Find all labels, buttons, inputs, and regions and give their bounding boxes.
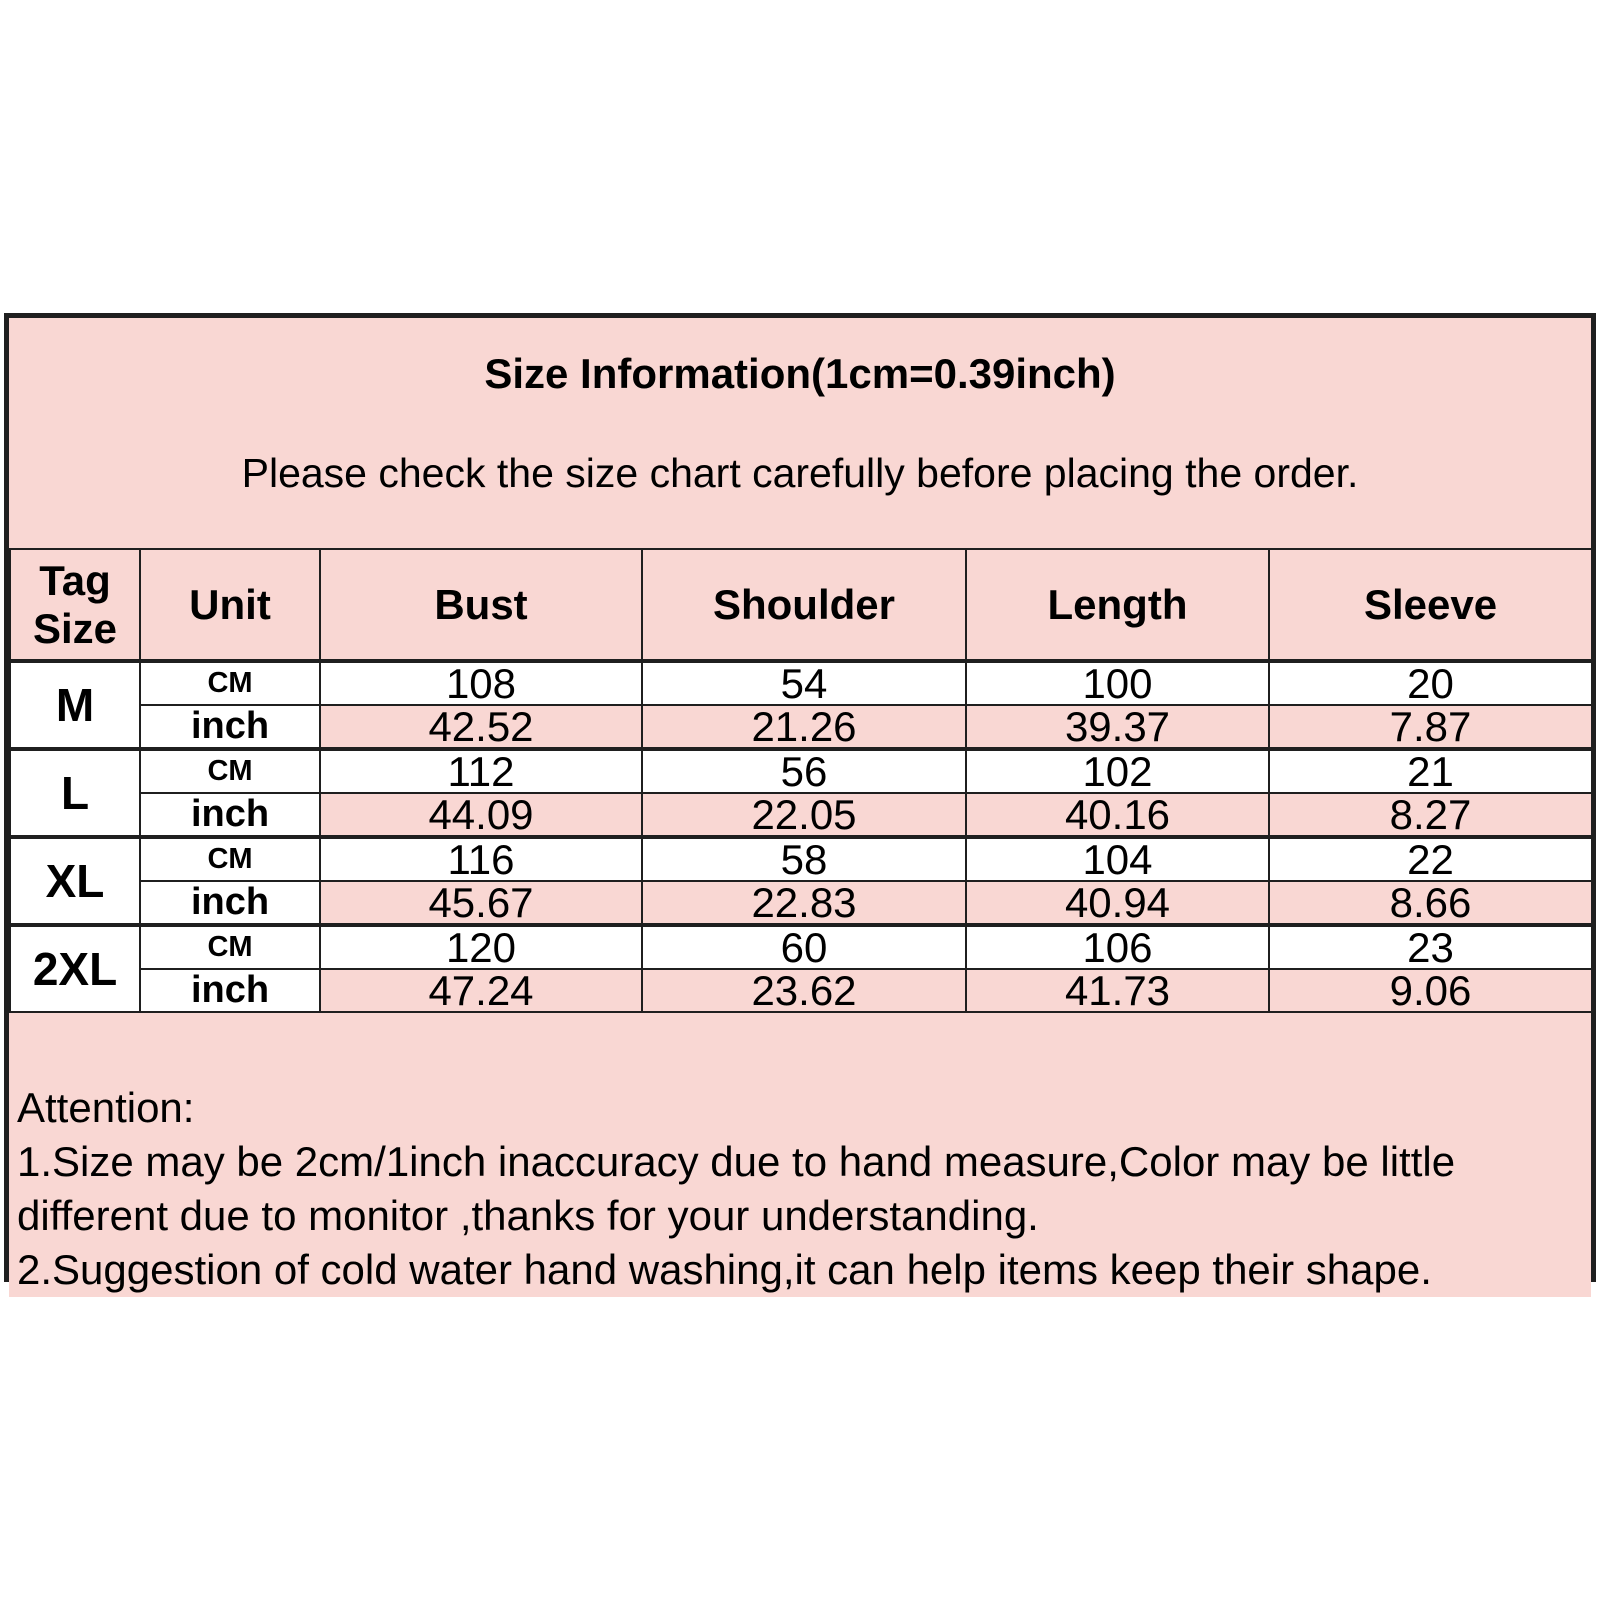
shoulder-value-cm: 54 — [642, 661, 966, 705]
sleeve-value-cm: 20 — [1269, 661, 1592, 705]
size-chart — [4, 313, 1596, 1293]
table-row-m-cm — [10, 661, 1592, 705]
sleeve-value-cm: 23 — [1269, 925, 1592, 969]
column-header-length: Length — [966, 549, 1269, 661]
bust-value-cm: 108 — [320, 661, 642, 705]
table-row-2xl-inch — [10, 969, 1592, 1012]
shoulder-value-cm: 58 — [642, 837, 966, 881]
length-value-inch: 41.73 — [966, 969, 1269, 1012]
table-row-l-cm — [10, 749, 1592, 793]
sleeve-value-cm: 22 — [1269, 837, 1592, 881]
table-row-2xl-cm — [10, 925, 1592, 969]
sleeve-value-cm: 21 — [1269, 749, 1592, 793]
tag-size-cell-m: M — [10, 661, 140, 749]
unit-cell-cm: CM — [140, 749, 320, 793]
unit-cell-inch: inch — [140, 705, 320, 749]
length-value-inch: 40.16 — [966, 793, 1269, 837]
sleeve-value-inch: 9.06 — [1269, 969, 1592, 1012]
length-value-cm: 102 — [966, 749, 1269, 793]
column-header-bust: Bust — [320, 549, 642, 661]
unit-cell-cm: CM — [140, 925, 320, 969]
column-header-sleeve: Sleeve — [1269, 549, 1592, 661]
shoulder-value-inch: 23.62 — [642, 969, 966, 1012]
unit-cell-inch: inch — [140, 793, 320, 837]
table-header-row — [10, 549, 1592, 661]
column-header-shoulder: Shoulder — [642, 549, 966, 661]
bust-value-cm: 116 — [320, 837, 642, 881]
attention-line: 1.Size may be 2cm/1inch inaccuracy due to hand measure,Color may be little — [17, 1138, 1456, 1185]
sleeve-value-inch: 8.27 — [1269, 793, 1592, 837]
length-value-cm: 100 — [966, 661, 1269, 705]
length-value-cm: 106 — [966, 925, 1269, 969]
bust-value-inch: 45.67 — [320, 881, 642, 925]
attention-heading: Attention: — [17, 1084, 195, 1131]
length-value-cm: 104 — [966, 837, 1269, 881]
shoulder-value-inch: 22.05 — [642, 793, 966, 837]
column-header-tag-size — [10, 549, 140, 661]
unit-cell-inch: inch — [140, 881, 320, 925]
tag-size-cell-xl: XL — [10, 837, 140, 925]
shoulder-value-cm: 56 — [642, 749, 966, 793]
bust-value-inch: 47.24 — [320, 969, 642, 1012]
table-row-l-inch — [10, 793, 1592, 837]
table-row-xl-inch — [10, 881, 1592, 925]
tag-size-line1: Tag — [39, 556, 111, 604]
attention-section — [9, 1013, 1591, 1297]
bust-value-inch: 44.09 — [320, 793, 642, 837]
sleeve-value-inch: 7.87 — [1269, 705, 1592, 749]
tag-size-line2: Size — [32, 604, 118, 652]
table-row-m-inch — [10, 705, 1592, 749]
table-row-xl-cm — [10, 837, 1592, 881]
bust-value-inch: 42.52 — [320, 705, 642, 749]
shoulder-value-cm: 60 — [642, 925, 966, 969]
bust-value-cm: 112 — [320, 749, 642, 793]
attention-line: 2.Suggestion of cold water hand washing,it can help items keep their shape. — [17, 1246, 1432, 1293]
unit-cell-cm: CM — [140, 837, 320, 881]
attention-line: different due to monitor ,thanks for your understanding. — [17, 1192, 1039, 1239]
length-value-inch: 39.37 — [966, 705, 1269, 749]
page-subtitle: Please check the size chart carefully before placing the order. — [241, 450, 1359, 496]
size-table — [9, 548, 1593, 1013]
unit-cell-cm: CM — [140, 661, 320, 705]
page-title: Size Information(1cm=0.39inch) — [484, 350, 1116, 397]
shoulder-value-inch: 22.83 — [642, 881, 966, 925]
tag-size-cell-l: L — [10, 749, 140, 837]
length-value-inch: 40.94 — [966, 881, 1269, 925]
unit-cell-inch: inch — [140, 969, 320, 1012]
tag-size-cell-2xl: 2XL — [10, 925, 140, 1012]
title-band — [9, 318, 1591, 548]
column-header-unit: Unit — [140, 549, 320, 661]
bust-value-cm: 120 — [320, 925, 642, 969]
shoulder-value-inch: 21.26 — [642, 705, 966, 749]
sleeve-value-inch: 8.66 — [1269, 881, 1592, 925]
